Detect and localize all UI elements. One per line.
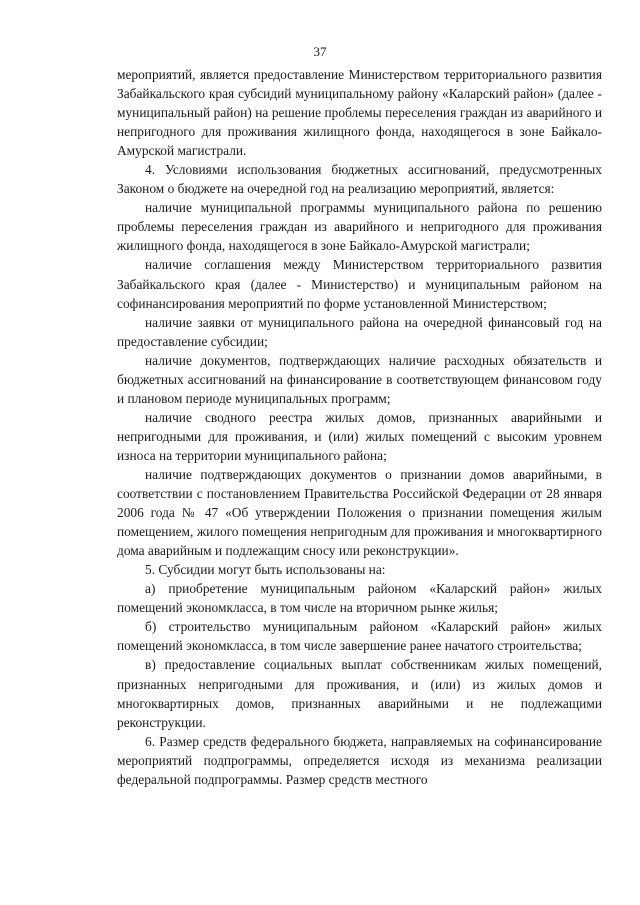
paragraph-item-5v: в) предоставление социальных выплат собственникам жилых помещений, признанных непригодными для проживания, и (или) из жилых домов и многоквартирных домов, признанных аварийными и не подлежащими реконструкции.	[117, 657, 602, 730]
paragraph-condition-documents: наличие документов, подтверждающих наличие расходных обязательств и бюджетных ассигнований на финансирование в соответствующем финансовом году и плановом периоде муниципальных программ;	[117, 352, 602, 406]
paragraph-item-6: 6. Размер средств федерального бюджета, направляемых на софинансирование мероприятий подпрограммы, определяется исходя из механизма реализации федеральной подпрограммы. Размер средств местного	[117, 733, 602, 787]
page-number: 37	[313, 44, 327, 59]
paragraph-condition-application: наличие заявки от муниципального района на очередной финансовый год на предоставление субсидии;	[117, 314, 602, 349]
paragraph-item-5: 5. Субсидии могут быть использованы на:	[145, 562, 386, 578]
paragraph-item-5a: а) приобретение муниципальным районом «Каларский район» жилых помещений экономкласса, в том числе на вторичном рынке жилья;	[117, 581, 602, 616]
paragraph-condition-registry: наличие сводного реестра жилых домов, признанных аварийными и непригодными для проживания, и (или) жилых помещений с высоким уровнем износа на территории муниципального района;	[117, 409, 602, 463]
paragraph-continuation: мероприятий, является предоставление Министерством территориального развития Забайкальского края субсидий муниципальному району «Каларский район» (далее - муниципальный район) на решение проблемы переселения граждан из аварийного и непригодного для проживания жилищного фонда, находящегося в зоне Байкало-Амурской магистрали.	[117, 67, 602, 159]
paragraph-condition-agreement: наличие соглашения между Министерством территориального развития Забайкальского края (далее - Министерство) и муниципальным районом на софинансирования мероприятий по форме установленной Министерством;	[117, 257, 602, 311]
document-body	[117, 65, 602, 789]
paragraph-condition-emergency-proof: наличие подтверждающих документов о признании домов аварийными, в соответствии с постановлением Правительства Российской Федерации от 28 января 2006 года № 47 «Об утверждении Положения о признании помещения жилым помещением, жилого помещения непригодным для проживания и многоквартирного дома аварийным и подлежащим сносу или реконструкции».	[117, 466, 602, 559]
paragraph-item-5b: б) строительство муниципальным районом «Каларский район» жилых помещений экономкласса, в том числе завершение ранее начатого строительства;	[117, 619, 602, 654]
paragraph-item-4: 4. Условиями использования бюджетных ассигнований, предусмотренных Законом о бюджете на очередной год на реализацию мероприятий, является:	[117, 162, 602, 197]
paragraph-condition-program: наличие муниципальной программы муниципального района по решению проблемы переселения граждан из аварийного и непригодного для проживания жилищного фонда, находящегося в зоне Байкало-Амурской магистрали;	[117, 200, 602, 254]
